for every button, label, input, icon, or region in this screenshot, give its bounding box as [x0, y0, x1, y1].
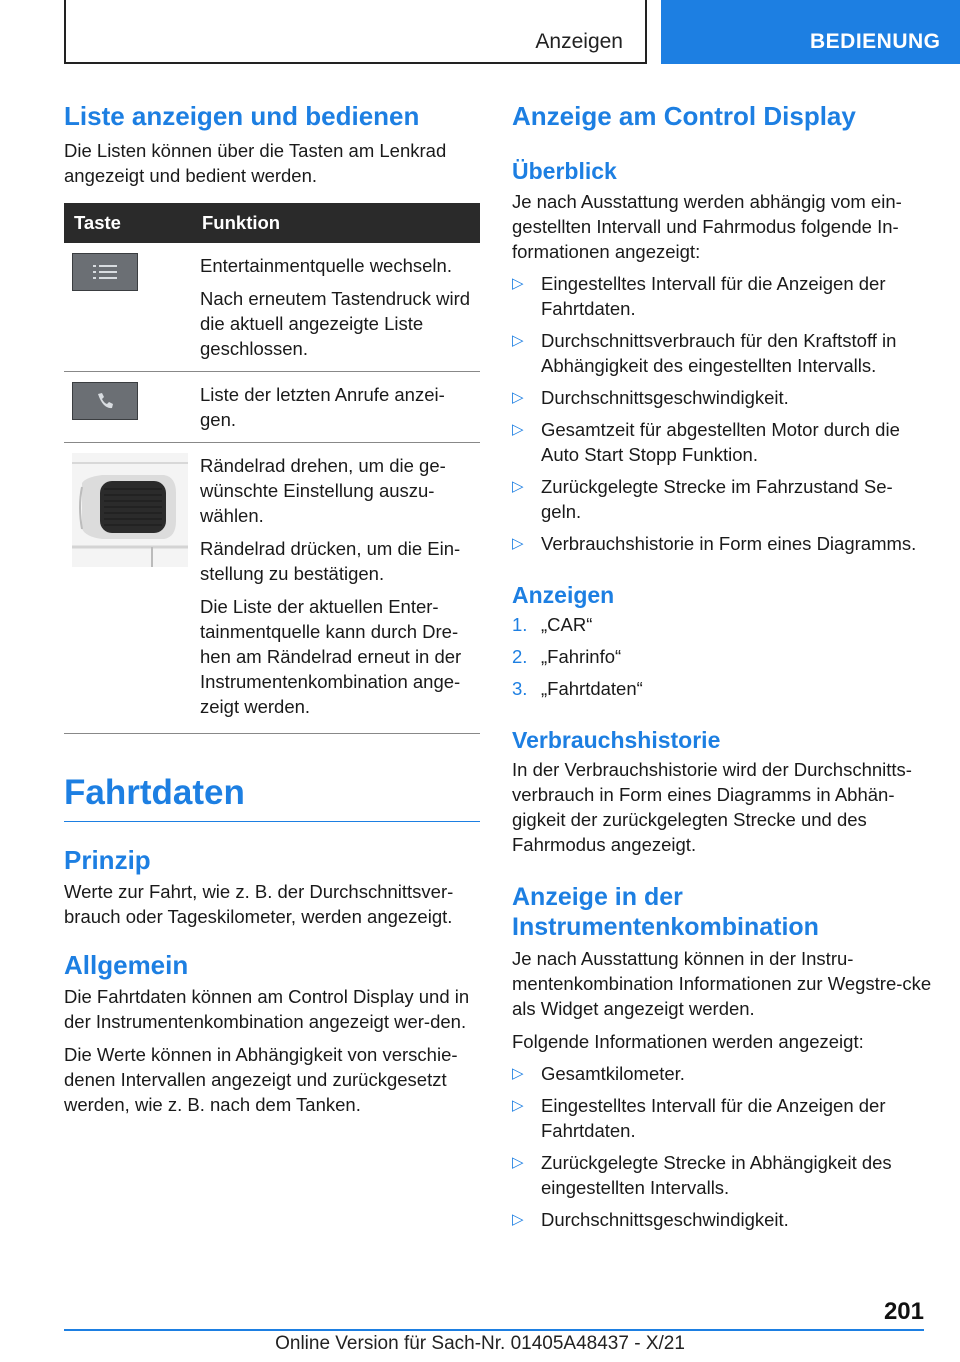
table-cell-text: Die Liste der aktuellen Enter-tainmentquelle kann durch Dre-hen am Rändelrad erneut in der Instrumentenkombination ange-zeigt werden.: [200, 596, 462, 717]
allgemein-paragraph-2: Die Werte können in Abhängigkeit von verschie-denen Intervallen angezeigt und zurückgesetzt werden, wie z. B. nach dem Tanken.: [64, 1044, 458, 1115]
header-section-title: Anzeigen: [535, 30, 623, 53]
right-column: [512, 100, 932, 1232]
ueberblick-heading: Überblick: [512, 158, 617, 184]
verbrauchshistorie-text: In der Verbrauchshistorie wird der Durchschnitts-verbrauch in Form eines Diagramms in Abhän-gigkeit der zurückgelegten Strecke und des Fahrmodus angezeigt.: [512, 759, 912, 855]
allgemein-heading: Allgemein: [64, 950, 189, 980]
table-cell-text: Entertainmentquelle wechseln.: [200, 255, 452, 276]
list-item: 3. „Fahrtdaten“: [512, 678, 643, 699]
phone-icon: [72, 382, 138, 420]
prinzip-heading: Prinzip: [64, 845, 151, 875]
page-number: 201: [883, 1298, 924, 1325]
list-icon: [72, 253, 138, 291]
table-cell-text: Rändelrad drücken, um die Ein-stellung zu bestätigen.: [200, 538, 461, 584]
button-function-table: [64, 203, 480, 734]
list-item: ▷ Durchschnittsverbrauch für den Kraftstoff in Abhängigkeit des eingestellten Intervalls.: [512, 330, 897, 376]
instrumentenkombination-heading: Anzeige in der Instrumentenkombination: [512, 883, 819, 941]
list-item: ▷ Durchschnittsgeschwindigkeit.: [512, 387, 789, 408]
table-row: [64, 243, 480, 372]
instrumentenkombination-text: Je nach Ausstattung können in der Instru-mentenkombination Informationen zur Wegstre-cke als Widget angezeigt werden.: [512, 948, 932, 1019]
bullet-triangle-icon: ▷: [512, 1065, 524, 1082]
list-item: ▷ Zurückgelegte Strecke im Fahrzustand Se-geln.: [512, 476, 893, 522]
bullet-triangle-icon: ▷: [512, 275, 524, 292]
instrumentenkombination-text-2: Folgende Informationen werden angezeigt:: [512, 1031, 864, 1052]
anzeigen-heading: Anzeigen: [512, 582, 615, 608]
list-item: ▷ Gesamtzeit für abgestellten Motor durch die Auto Start Stopp Funktion.: [512, 419, 900, 465]
header-chapter-tab: BEDIENUNG: [661, 0, 960, 64]
left-column: [64, 100, 480, 1117]
table-cell-text: Liste der letzten Anrufe anzei-gen.: [200, 384, 445, 430]
verbrauchshistorie-heading: Verbrauchshistorie: [512, 727, 721, 753]
list-item: 1. „CAR“: [512, 614, 593, 635]
table-cell-text: Rändelrad drehen, um die ge-wünschte Einstellung auszu-wählen.: [200, 455, 446, 526]
bullet-triangle-icon: ▷: [512, 421, 524, 438]
thumbwheel-icon: [72, 453, 188, 567]
list-item: 2. „Fahrinfo“: [512, 646, 622, 667]
list-item: ▷ Durchschnittsgeschwindigkeit.: [512, 1209, 789, 1230]
bullet-triangle-icon: ▷: [512, 1097, 524, 1114]
bullet-triangle-icon: ▷: [512, 1211, 524, 1228]
bullet-triangle-icon: ▷: [512, 535, 524, 552]
ueberblick-text: Je nach Ausstattung werden abhängig vom ein-gestellten Intervall und Fahrmodus folgende In-formationen angezeigt:: [512, 191, 902, 262]
table-row: [64, 443, 480, 734]
bullet-triangle-icon: ▷: [512, 332, 524, 349]
anzeigen-steps: [512, 612, 932, 701]
instrumentenkombination-list: [512, 1061, 932, 1232]
table-header-taste: Taste: [64, 203, 192, 243]
list-item: ▷ Gesamtkilometer.: [512, 1063, 685, 1084]
table-row: [64, 372, 480, 443]
fahrtdaten-title: Fahrtdaten: [64, 773, 245, 812]
list-item: ▷ Zurückgelegte Strecke in Abhängigkeit des eingestellten Intervalls.: [512, 1152, 892, 1198]
list-intro: Die Listen können über die Tasten am Lenkrad angezeigt und bedient werden.: [64, 140, 447, 186]
control-display-heading: Anzeige am Control Display: [512, 101, 856, 131]
footer-divider: [64, 1329, 924, 1331]
prinzip-text: Werte zur Fahrt, wie z. B. der Durchschnittsver-brauch oder Tageskilometer, werden angezeigt.: [64, 881, 454, 927]
list-heading: Liste anzeigen und bedienen: [64, 101, 420, 131]
bullet-triangle-icon: ▷: [512, 389, 524, 406]
bullet-triangle-icon: ▷: [512, 478, 524, 495]
allgemein-paragraph-1: Die Fahrtdaten können am Control Display und in der Instrumentenkombination angezeigt wer-den.: [64, 986, 470, 1032]
list-item: ▷ Verbrauchshistorie in Form eines Diagramms.: [512, 533, 917, 554]
list-item: ▷ Eingestelltes Intervall für die Anzeigen der Fahrtdaten.: [512, 1095, 886, 1141]
table-header-funktion: Funktion: [192, 203, 480, 243]
ueberblick-list: [512, 271, 932, 556]
bullet-triangle-icon: ▷: [512, 1154, 524, 1171]
table-cell-text: Nach erneutem Tastendruck wird die aktuell angezeigte Liste geschlossen.: [200, 288, 471, 359]
fahrtdaten-title-block: [64, 771, 480, 822]
footer-online-version: Online Version für Sach-Nr. 01405A48437 - X/21: [275, 1333, 685, 1354]
list-item: ▷ Eingestelltes Intervall für die Anzeigen der Fahrtdaten.: [512, 273, 886, 319]
